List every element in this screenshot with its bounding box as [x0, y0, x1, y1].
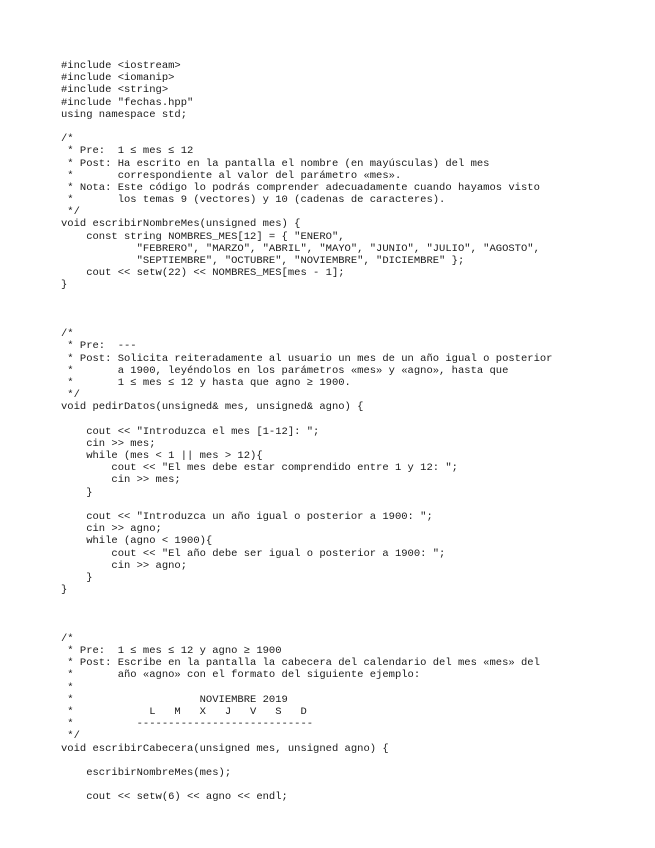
code-line [61, 755, 641, 767]
code-line: #include <string> [61, 84, 169, 97]
code-line: * los temas 9 (vectores) y 10 (cadenas de caracteres). [61, 194, 446, 207]
code-line: * 1 ≤ mes ≤ 12 y hasta que agno ≥ 1900. [61, 376, 351, 389]
code-line: cout << "El año debe ser igual o posterior a 1900: "; [61, 547, 446, 560]
code-line: while (mes < 1 || mes > 12){ [61, 450, 263, 462]
code-line [61, 608, 641, 620]
code-line: * Post: Ha escrito en la pantalla el nombre (en mayúsculas) del mes [61, 157, 490, 170]
code-line [61, 779, 641, 791]
code-line: /* [61, 632, 74, 645]
code-line [61, 621, 641, 633]
code-line: } [61, 279, 68, 292]
code-line: escribirNombreMes(mes); [61, 766, 232, 779]
code-line: cin >> agno; [61, 523, 162, 536]
code-line [61, 292, 641, 304]
code-line: #include "fechas.hpp" [61, 96, 194, 109]
code-line: * [61, 681, 74, 694]
code-line: /* [61, 133, 74, 146]
code-line: cout << "Introduzca un año igual o posterior a 1900: "; [61, 510, 433, 523]
code-line: cin >> mes; [61, 474, 181, 487]
code-line [61, 413, 641, 425]
code-line: * ---------------------------- [61, 718, 314, 731]
code-line: * Post: Solicita reiteradamente al usuario un mes de un año igual o posterior [61, 352, 553, 365]
code-line: * Pre: 1 ≤ mes ≤ 12 y agno ≥ 1900 [61, 645, 282, 657]
code-line: * Pre: --- [61, 340, 137, 353]
code-line: const string NOMBRES_MES[12] = { "ENERO", [61, 230, 345, 243]
code-line: void escribirCabecera(unsigned mes, unsigned agno) { [61, 742, 389, 755]
code-line: #include <iostream> [61, 60, 181, 72]
code-line: } [61, 584, 68, 597]
code-line: } [61, 486, 93, 499]
code-line: cout << "Introduzca el mes [1-12]: "; [61, 425, 320, 438]
code-line: */ [61, 206, 80, 219]
code-line: * Post: Escribe en la pantalla la cabecera del calendario del mes «mes» del [61, 657, 540, 670]
code-line: * año «agno» con el formato del siguiente ejemplo: [61, 669, 421, 682]
code-line: * NOVIEMBRE 2019 [61, 693, 288, 706]
code-line: * a 1900, leyéndolos en los parámetros «mes» y «agno», hasta que [61, 364, 509, 377]
code-line: cin >> mes; [61, 437, 156, 450]
code-line [61, 499, 641, 511]
source-code-listing [61, 60, 641, 803]
code-line: /* [61, 328, 74, 341]
code-line: */ [61, 389, 80, 402]
code-line: */ [61, 730, 80, 743]
code-line: using namespace std; [61, 108, 188, 121]
code-line: #include <iomanip> [61, 72, 175, 85]
code-line [61, 304, 641, 316]
code-line: cin >> agno; [61, 559, 188, 572]
code-line [61, 316, 641, 328]
code-line: "FEBRERO", "MARZO", "ABRIL", "MAYO", "JUNIO", "JULIO", "AGOSTO", [61, 242, 540, 255]
code-line: while (agno < 1900){ [61, 535, 213, 548]
code-line: * L M X J V S D [61, 705, 307, 718]
code-line: void escribirNombreMes(unsigned mes) { [61, 218, 301, 231]
code-line: * Pre: 1 ≤ mes ≤ 12 [61, 145, 194, 158]
code-line: cout << setw(22) << NOMBRES_MES[mes - 1]; [61, 267, 345, 280]
code-line [61, 121, 641, 133]
code-line: cout << "El mes debe estar comprendido entre 1 y 12: "; [61, 462, 458, 475]
code-line: cout << setw(6) << agno << endl; [61, 791, 288, 804]
code-line: } [61, 571, 93, 584]
code-line: * correspondiente al valor del parámetro «mes». [61, 169, 402, 182]
code-line: void pedirDatos(unsigned& mes, unsigned& agno) { [61, 401, 364, 414]
code-line [61, 596, 641, 608]
code-line: * Nota: Este código lo podrás comprender adecuadamente cuando hayamos visto [61, 181, 540, 194]
code-line: "SEPTIEMBRE", "OCTUBRE", "NOVIEMBRE", "DICIEMBRE" }; [61, 255, 465, 267]
